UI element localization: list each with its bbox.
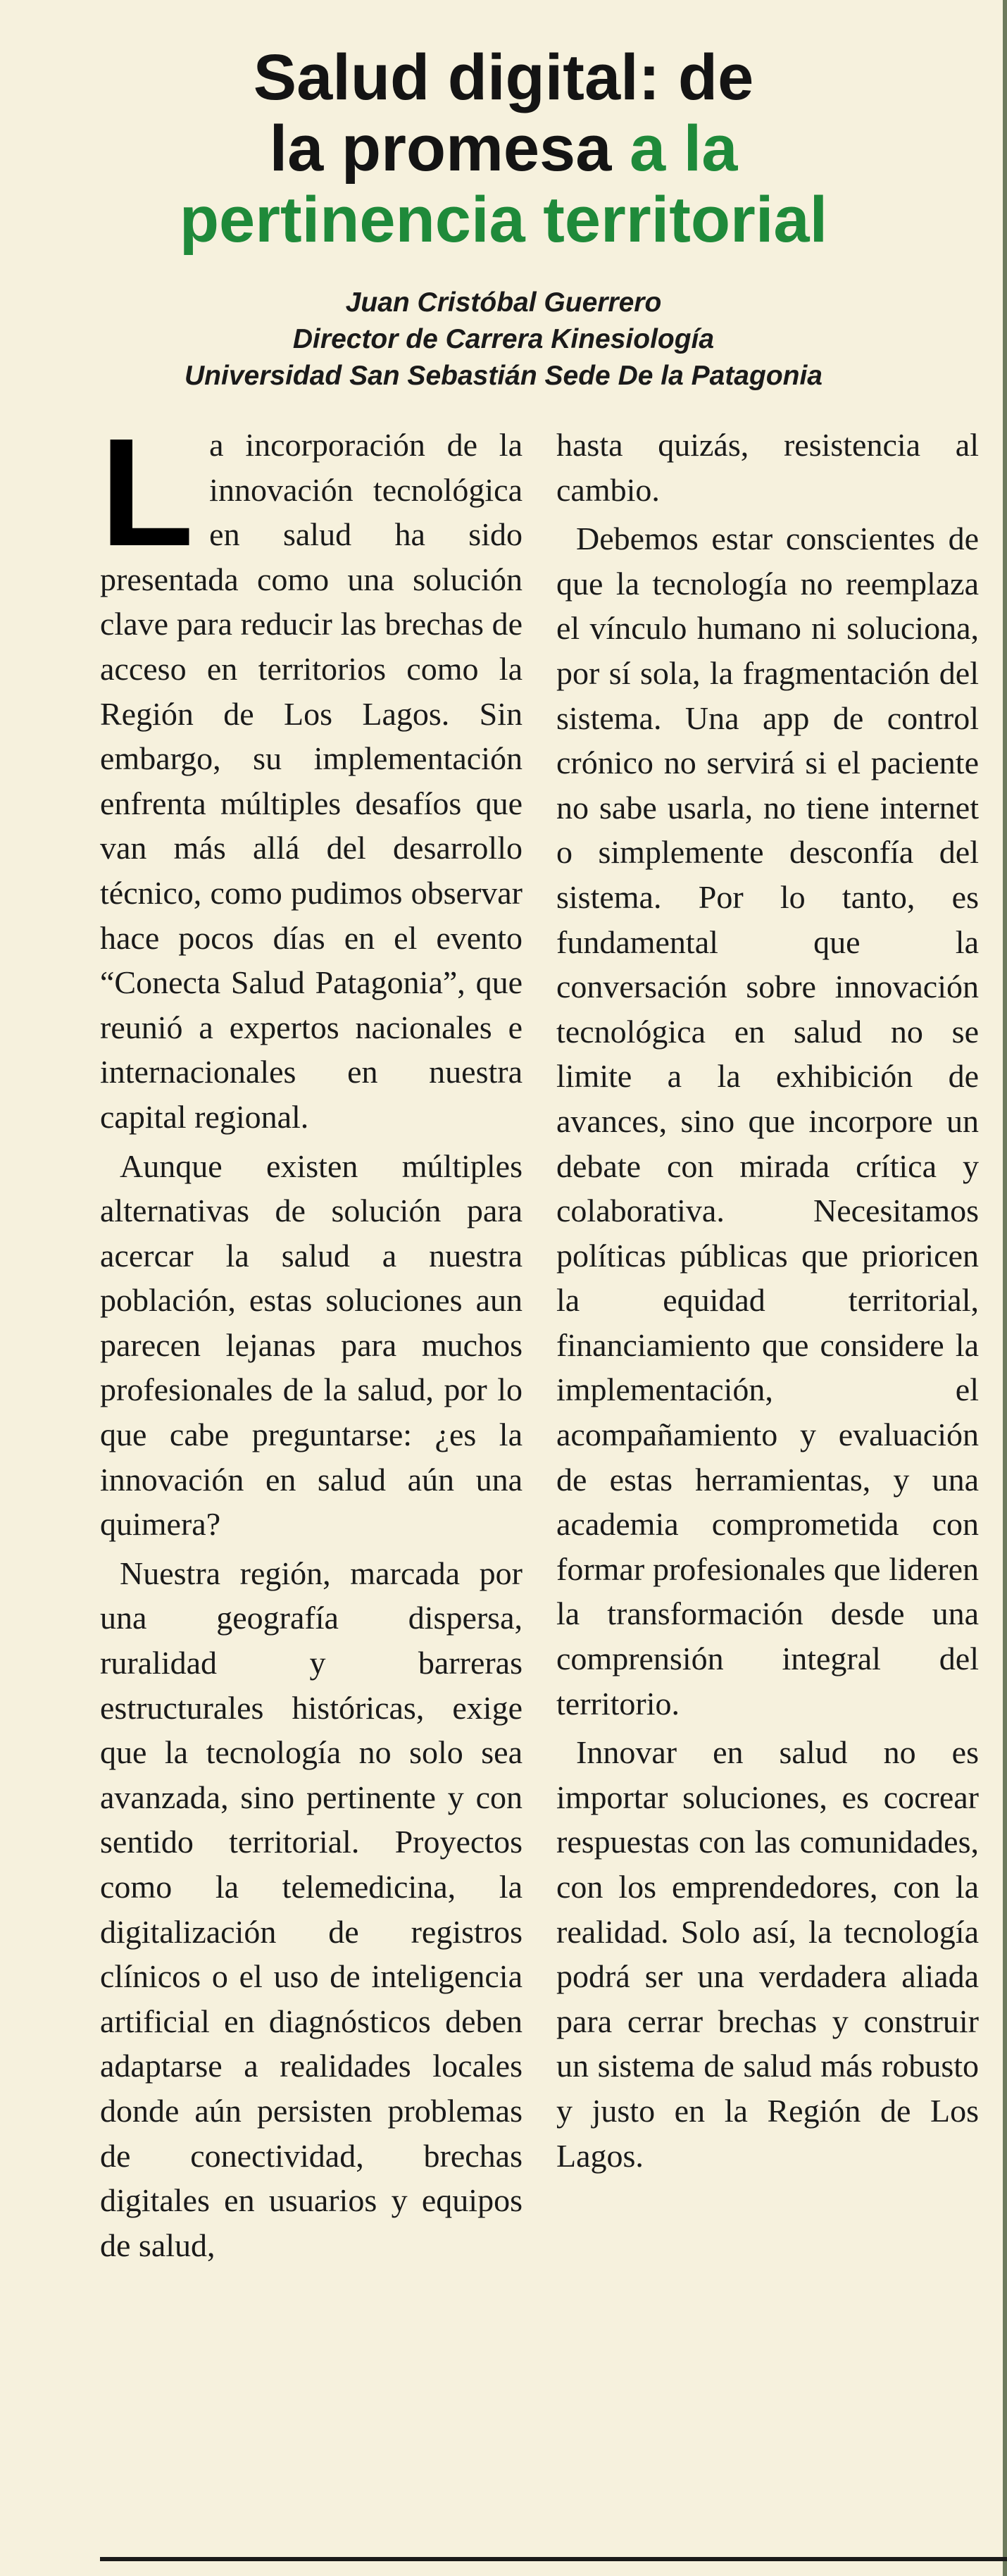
column-right (556, 423, 979, 2272)
bottom-rule (100, 2557, 1007, 2561)
headline-line-3: pertinencia territorial (179, 184, 828, 256)
paragraph-1 (100, 407, 523, 1140)
paragraph-1-text: a incorporación de la innovación tecnológica en salud ha sido presentada como una solución clave para reducir las brechas de acceso en territorios como la Región de Los Lagos. Sin embargo, su implementación enfrenta múltiples desafíos que van más allá del desarrollo técnico, como pudimos observar hace pocos días en el evento “Conecta Salud Patagonia”, que reunió a expertos nacionales e internacionales en nuestra capital regional. (100, 427, 523, 1135)
paragraph-3-continued: hasta quizás, resistencia al cambio. (556, 427, 979, 508)
article-headline (0, 42, 1007, 256)
drop-cap: L (100, 407, 194, 578)
paragraph-4: Debemos estar conscientes de que la tecnología no reemplaza el vínculo humano ni soluciona, por sí sola, la fragmentación del sistema. Una app de control crónico no servirá si el paciente no sabe usarla, no tiene internet o simplemente desconfía del sistema. Por lo tanto, es fundamental que la conversación sobre innovación tecnológica en salud no se limite a la exhibición de avances, sino que incorpore un debate con mirada crítica y colaborativa. Necesitamos políticas públicas que prioricen la equidad territorial, financiamiento que considere la implementación, el acompañamiento y evaluación de estas herramientas, y una academia comprometida con formar profesionales que lideren la transformación desde una comprensión integral del territorio. (556, 521, 979, 1722)
paragraph-3: Nuestra región, marcada por una geografía dispersa, ruralidad y barreras estructurales históricas, exige que la tecnología no solo sea avanzada, sino pertinente y con sentido territorial. Proyectos como la telemedicina, la digitalización de registros clínicos o el uso de inteligencia artificial en diagnósticos deben adaptarse a realidades locales donde aún persisten problemas de conectividad, brechas digitales en usuarios y equipos de salud, (100, 1555, 523, 2263)
paragraph-5: Innovar en salud no es importar soluciones, es cocrear respuestas con las comunidades, con los emprendedores, con la realidad. Solo así, la tecnología podrá ser una verdadera aliada para cerrar brechas y construir un sistema de salud más robusto y justo en la Región de Los Lagos. (556, 1734, 979, 2174)
headline-line-2-dark: la promesa (269, 113, 630, 185)
author-role: Director de Carrera Kinesiología (292, 324, 715, 354)
column-left (100, 407, 523, 2272)
author-name: Juan Cristóbal Guerrero (345, 287, 662, 318)
headline-line-1: Salud digital: de (253, 42, 754, 113)
paragraph-2: Aunque existen múltiples alternativas de solución para acercar la salud a nuestra población, estas soluciones aun parecen lejanas para muchos profesionales de la salud, por lo que cabe preguntarse: ¿es la innovación en salud aún una quimera? (100, 1147, 523, 1543)
byline (0, 285, 1007, 394)
headline-line-2-green: a la (629, 113, 738, 185)
article-body (100, 407, 979, 2272)
author-institution: Universidad San Sebastián Sede De la Patagonia (184, 361, 823, 391)
